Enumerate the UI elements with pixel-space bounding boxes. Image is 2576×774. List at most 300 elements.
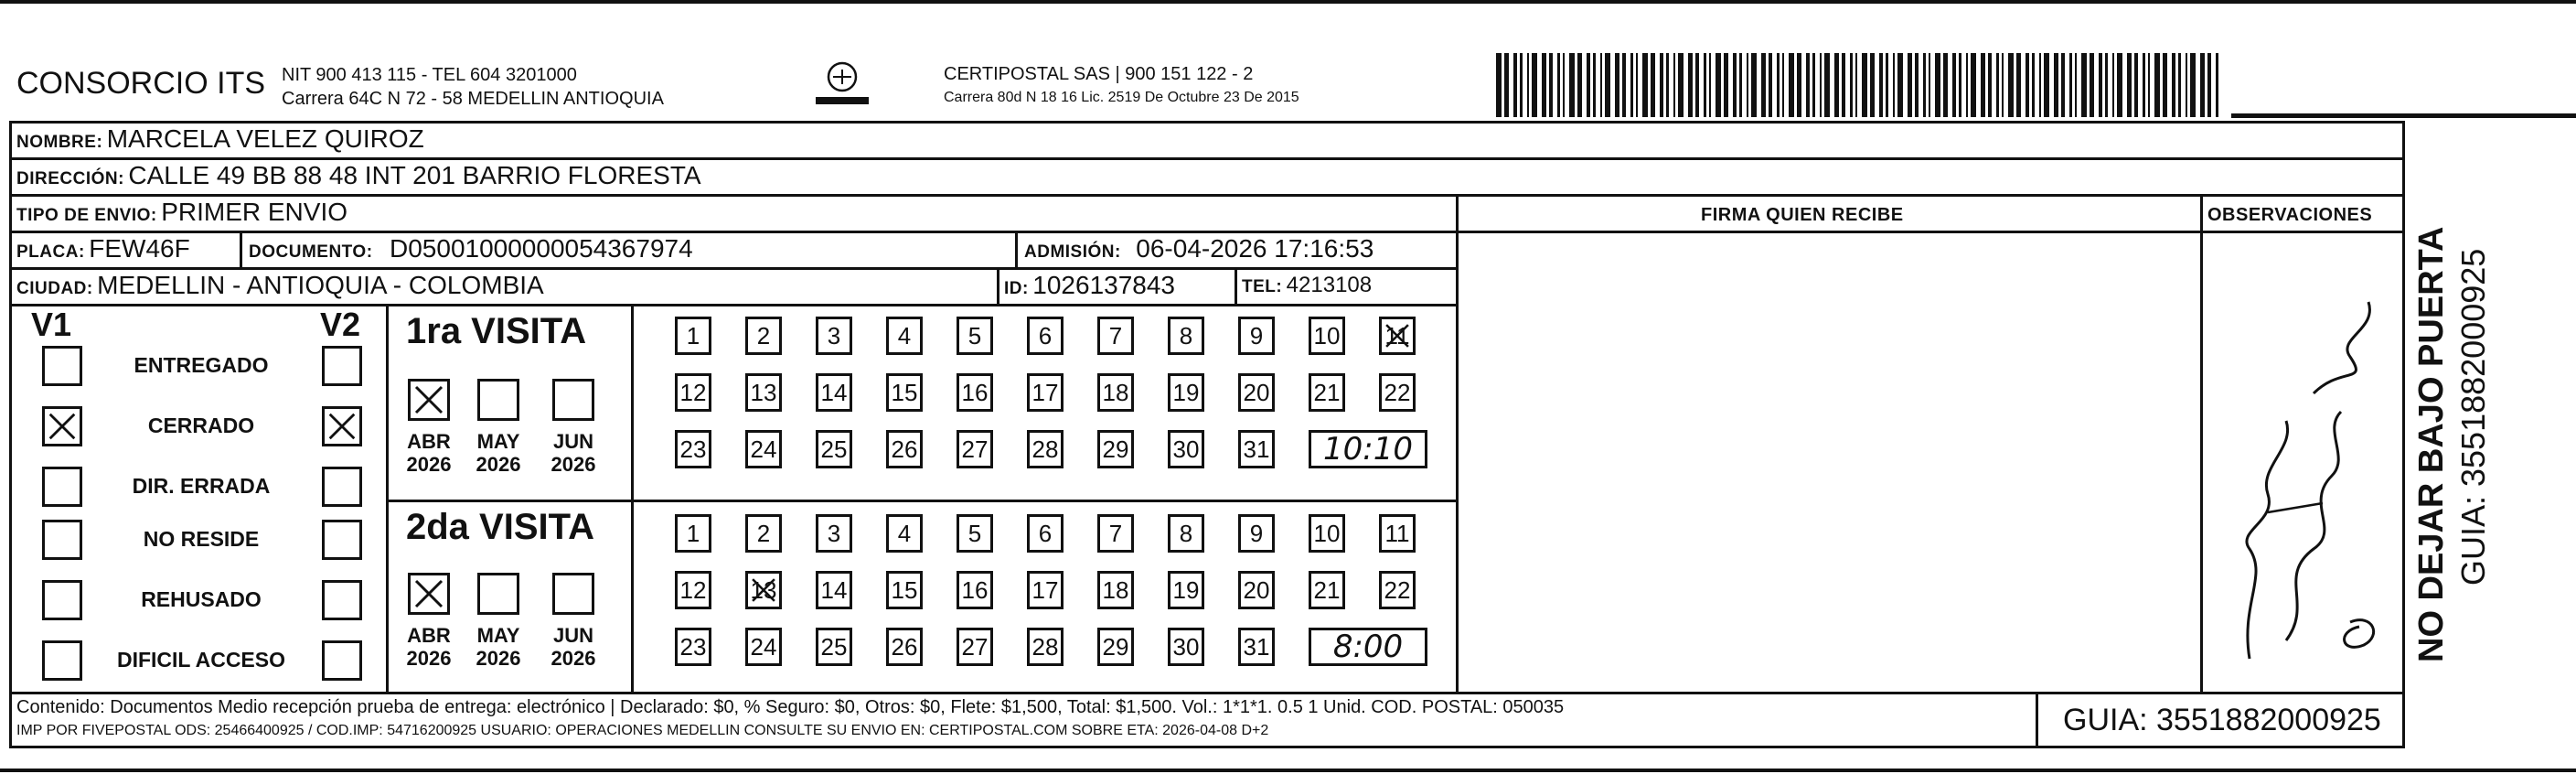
- day-box[interactable]: [1168, 628, 1204, 666]
- barcode-bar: [1622, 53, 1626, 117]
- visit2-title: 2da VISITA: [406, 507, 594, 547]
- state-v1-checkbox[interactable]: [42, 346, 82, 386]
- time-box[interactable]: [1309, 430, 1427, 468]
- barcode-bar: [2039, 53, 2041, 117]
- day-box[interactable]: [1238, 571, 1275, 609]
- rule-1: [9, 157, 2405, 160]
- day-box[interactable]: [745, 430, 782, 468]
- v1-label: V1: [31, 306, 72, 343]
- day-box[interactable]: [1097, 317, 1134, 355]
- form-frame: [9, 121, 2405, 748]
- day-number: 30: [1172, 633, 1200, 661]
- day-box[interactable]: [1238, 514, 1275, 553]
- divider-placa: [240, 231, 242, 269]
- day-number: 22: [1384, 379, 1411, 406]
- month-name: ABR: [407, 624, 451, 647]
- barcode-bar: [2032, 53, 2035, 117]
- day-number: 11: [1384, 322, 1410, 349]
- day-box[interactable]: [745, 373, 782, 412]
- month-name: JUN: [552, 624, 593, 647]
- documento-row: [249, 234, 693, 263]
- day-box[interactable]: [1168, 317, 1204, 355]
- day-box[interactable]: [1309, 317, 1345, 355]
- barcode-bar: [2026, 53, 2029, 117]
- id-label: ID:: [1004, 279, 1029, 298]
- barcode-bar: [1923, 53, 1926, 117]
- day-number: 3: [827, 322, 841, 349]
- state-v1-checkbox[interactable]: [42, 640, 82, 681]
- month-label: [466, 430, 530, 476]
- day-box[interactable]: [816, 430, 852, 468]
- day-number: 23: [679, 435, 707, 463]
- day-box[interactable]: [957, 514, 993, 553]
- month-checkbox[interactable]: [408, 573, 450, 615]
- month-label: [466, 624, 530, 670]
- barcode-bar: [1642, 53, 1648, 117]
- admision-row: [1024, 234, 1374, 263]
- day-box[interactable]: [886, 571, 923, 609]
- day-box[interactable]: [957, 571, 993, 609]
- barcode-bar: [1569, 53, 1575, 117]
- divider-firma: [1456, 194, 1459, 693]
- barcode-bar: [1782, 53, 1784, 117]
- barcode-bar: [1636, 53, 1638, 117]
- day-number: 4: [897, 322, 912, 349]
- day-number: 16: [961, 576, 989, 604]
- day-number: 30: [1172, 435, 1200, 463]
- barcode-bar: [1751, 53, 1757, 117]
- direccion-label: DIRECCIÓN:: [16, 169, 124, 188]
- divider-admision: [1015, 231, 1018, 269]
- day-box[interactable]: [745, 628, 782, 666]
- barcode-bar: [1789, 53, 1794, 117]
- day-number: 6: [1038, 322, 1053, 349]
- day-number: 12: [679, 576, 707, 604]
- divider-visits: [386, 500, 1456, 502]
- day-number: 6: [1038, 520, 1053, 547]
- month-name: MAY: [476, 624, 520, 647]
- barcode-bar: [2105, 53, 2108, 117]
- x-mark-icon: [748, 574, 779, 607]
- month-checkbox[interactable]: [552, 379, 594, 421]
- day-number: 13: [750, 576, 777, 604]
- divider-guia: [2036, 692, 2038, 748]
- state-v2-checkbox[interactable]: [322, 467, 362, 507]
- month-label: [397, 624, 461, 670]
- day-number: 7: [1108, 322, 1123, 349]
- day-box[interactable]: [745, 514, 782, 553]
- footer-line1: Contenido: Documentos Medio recepción prueba de entrega: electrónico | Declarado: $0, % Seguro: $0, Otros: $0, Flete: $1,500, Total: $1,500. Vol.: 1*1*1. 0.5 1 Unid. COD. POSTAL: 050035: [16, 697, 1565, 717]
- barcode-bar: [1834, 53, 1839, 117]
- barcode-bar: [2112, 53, 2114, 117]
- barcode-bar: [1695, 53, 1699, 117]
- barcode-bar: [2117, 53, 2122, 117]
- barcode-bar: [1747, 53, 1748, 117]
- barcode-bar: [1850, 53, 1853, 117]
- barcode-bar: [1587, 53, 1590, 117]
- barcode-bar: [1862, 53, 1867, 117]
- day-number: 27: [961, 435, 989, 463]
- day-number: 4: [897, 520, 912, 547]
- barcode-bar: [1777, 53, 1780, 117]
- day-number: 20: [1243, 576, 1270, 604]
- barcode-bar: [1666, 53, 1669, 117]
- month-name: JUN: [552, 430, 593, 453]
- barcode-bar: [1952, 53, 1956, 117]
- x-mark-icon: [45, 409, 80, 444]
- month-year: 2026: [550, 647, 596, 670]
- barcode-bar: [2069, 53, 2072, 117]
- day-number: 8: [1179, 322, 1193, 349]
- divider-states: [386, 304, 389, 693]
- day-number: 26: [891, 633, 918, 661]
- day-box[interactable]: [745, 317, 782, 355]
- divider-tel: [1235, 267, 1237, 306]
- barcode-bar: [1593, 53, 1596, 117]
- day-box[interactable]: [1309, 571, 1345, 609]
- day-number: 5: [967, 520, 982, 547]
- certipostal-logo: [810, 60, 874, 112]
- admision-value: 06-04-2026 17:16:53: [1136, 234, 1374, 263]
- barcode-bar: [2148, 53, 2150, 117]
- barcode-bar: [2061, 53, 2065, 117]
- barcode-bar: [1797, 53, 1801, 117]
- handwritten-time: 8:00: [1332, 629, 1404, 665]
- rule-3: [9, 231, 2405, 233]
- day-box[interactable]: [1168, 373, 1204, 412]
- divider-id: [997, 267, 999, 306]
- day-box[interactable]: [1097, 373, 1134, 412]
- barcode-bar: [1520, 53, 1523, 117]
- barcode-bar: [2127, 53, 2132, 117]
- day-box[interactable]: [1168, 514, 1204, 553]
- id-row: [1004, 271, 1175, 300]
- day-number: 9: [1249, 520, 1264, 547]
- placa-row: [16, 234, 190, 263]
- barcode-bar: [1981, 53, 1985, 117]
- day-number: 19: [1172, 576, 1200, 604]
- day-box[interactable]: [1097, 430, 1134, 468]
- day-number: 31: [1243, 435, 1270, 463]
- barcode-bar: [1935, 53, 1940, 117]
- day-box[interactable]: [1379, 317, 1416, 355]
- day-box[interactable]: [1168, 430, 1204, 468]
- barcode-bar: [1724, 53, 1728, 117]
- state-v1-checkbox[interactable]: [42, 467, 82, 507]
- barcode-bar: [1761, 53, 1766, 117]
- admision-label: ADMISIÓN:: [1024, 242, 1121, 262]
- state-v2-checkbox[interactable]: [322, 580, 362, 620]
- barcode-bar: [2134, 53, 2138, 117]
- day-box[interactable]: [1238, 373, 1275, 412]
- top-edge: [0, 0, 2576, 4]
- day-number: 14: [820, 379, 848, 406]
- barcode-bar: [2099, 53, 2102, 117]
- barcode-bar: [1915, 53, 1919, 117]
- day-box[interactable]: [816, 317, 852, 355]
- day-box[interactable]: [745, 571, 782, 609]
- barcode-bar: [1733, 53, 1737, 117]
- day-number: 17: [1031, 576, 1059, 604]
- day-number: 15: [891, 379, 918, 406]
- visit1-title: 1ra VISITA: [406, 311, 587, 351]
- state-v1-checkbox[interactable]: [42, 520, 82, 560]
- barcode-bar: [1673, 53, 1675, 117]
- barcode-bar: [1812, 53, 1815, 117]
- barcode-bar: [1527, 53, 1529, 117]
- day-number: 13: [750, 379, 777, 406]
- handwritten-signature: [2213, 274, 2396, 677]
- barcode-bar: [2008, 53, 2014, 117]
- tipo-label: TIPO DE ENVIO:: [16, 206, 157, 225]
- direccion-row: [16, 161, 701, 190]
- barcode-bar: [2054, 53, 2058, 117]
- barcode-bar: [1496, 53, 1502, 117]
- day-box[interactable]: [957, 430, 993, 468]
- day-number: 24: [750, 435, 777, 463]
- day-box[interactable]: [675, 317, 711, 355]
- day-box[interactable]: [1238, 430, 1275, 468]
- state-label: REHUSADO: [141, 587, 262, 611]
- barcode-bar: [1704, 53, 1706, 117]
- month-checkbox[interactable]: [408, 379, 450, 421]
- documento-label: DOCUMENTO:: [249, 242, 373, 262]
- x-mark-icon: [411, 382, 447, 418]
- barcode-bar: [1557, 53, 1560, 117]
- barcode-bar: [1943, 53, 1948, 117]
- day-number: 18: [1102, 576, 1129, 604]
- divider-obs: [2200, 194, 2203, 693]
- barcode-bar: [1651, 53, 1655, 117]
- day-number: 25: [820, 435, 848, 463]
- state-v1-checkbox[interactable]: [42, 406, 82, 446]
- barcode-bar: [1971, 53, 1976, 117]
- day-box[interactable]: [957, 628, 993, 666]
- barcode-bar: [1600, 53, 1602, 117]
- day-number: 21: [1313, 379, 1341, 406]
- divider-months: [631, 304, 634, 693]
- side-note-line1: NO DEJAR BAJO PUERTA: [2412, 226, 2451, 662]
- day-number: 9: [1249, 322, 1264, 349]
- time-box[interactable]: [1309, 628, 1427, 666]
- state-label: NO RESIDE: [143, 527, 260, 551]
- day-number: 25: [820, 633, 848, 661]
- header-rule: [2231, 113, 2576, 118]
- day-box[interactable]: [816, 571, 852, 609]
- x-mark-icon: [411, 575, 447, 612]
- day-number: 3: [827, 520, 841, 547]
- day-box[interactable]: [1379, 514, 1416, 553]
- day-box[interactable]: [1027, 373, 1064, 412]
- day-box[interactable]: [675, 571, 711, 609]
- day-number: 16: [961, 379, 989, 406]
- day-number: 24: [750, 633, 777, 661]
- day-number: 15: [891, 576, 918, 604]
- day-box[interactable]: [886, 628, 923, 666]
- day-number: 28: [1031, 633, 1059, 661]
- barcode-bar: [1504, 53, 1509, 117]
- rule-2: [9, 194, 2405, 197]
- day-box[interactable]: [1309, 514, 1345, 553]
- rule-footer: [9, 692, 2405, 694]
- footer-line2: IMP POR FIVEPOSTAL ODS: 25466400925 / COD.IMP: 54716200925 USUARIO: OPERACIONES MEDELLIN CONSULTE SU ENVIO EN: CERTIPOSTAL.COM SOBRE ETA: 2026-04-08 D+2: [16, 723, 1269, 738]
- day-box[interactable]: [1238, 317, 1275, 355]
- ciudad-row: [16, 271, 544, 300]
- day-box[interactable]: [957, 373, 993, 412]
- month-name: MAY: [476, 430, 520, 453]
- company-name: CONSORCIO ITS: [16, 66, 266, 101]
- barcode-bar: [1929, 53, 1930, 117]
- company-nit: NIT 900 413 115 - TEL 604 3201000: [282, 65, 577, 85]
- state-v2-checkbox[interactable]: [322, 640, 362, 681]
- day-box[interactable]: [1309, 373, 1345, 412]
- day-number: 1: [686, 322, 700, 349]
- footer-guia: GUIA: 3551882000925: [2063, 703, 2381, 737]
- day-box[interactable]: [675, 430, 711, 468]
- barcode-bar: [1678, 53, 1683, 117]
- day-box[interactable]: [1097, 628, 1134, 666]
- barcode-bar: [1716, 53, 1721, 117]
- day-box[interactable]: [1027, 628, 1064, 666]
- month-checkbox[interactable]: [552, 573, 594, 615]
- day-number: 19: [1172, 379, 1200, 406]
- day-box[interactable]: [886, 373, 923, 412]
- barcode-bar: [2172, 53, 2175, 117]
- day-box[interactable]: [1097, 514, 1134, 553]
- day-box[interactable]: [816, 514, 852, 553]
- barcode-bar: [1908, 53, 1912, 117]
- documento-value: D05001000000054367974: [390, 234, 693, 263]
- state-label: CERRADO: [147, 414, 255, 437]
- barcode-bar: [2081, 53, 2087, 117]
- state-v2-checkbox[interactable]: [322, 406, 362, 446]
- state-v2-checkbox[interactable]: [322, 520, 362, 560]
- month-year: 2026: [550, 453, 596, 476]
- barcode: [1496, 53, 2228, 117]
- day-box[interactable]: [675, 373, 711, 412]
- month-label: [541, 430, 605, 476]
- day-number: 14: [820, 576, 848, 604]
- barcode-bar: [1824, 53, 1830, 117]
- day-number: 17: [1031, 379, 1059, 406]
- day-number: 7: [1108, 520, 1123, 547]
- tel-value: 4213108: [1286, 273, 1373, 297]
- day-number: 1: [686, 520, 700, 547]
- ciudad-value: MEDELLIN - ANTIOQUIA - COLOMBIA: [97, 271, 544, 299]
- day-number: 22: [1384, 576, 1411, 604]
- day-box[interactable]: [957, 317, 993, 355]
- certipostal-line2: Carrera 80d N 18 16 Lic. 2519 De Octubre 23 De 2015: [944, 90, 1299, 105]
- barcode-bar: [1615, 53, 1619, 117]
- day-number: 10: [1313, 520, 1341, 547]
- day-box[interactable]: [1027, 317, 1064, 355]
- month-checkbox[interactable]: [477, 573, 519, 615]
- rule-4: [9, 267, 1458, 270]
- state-label: DIR. ERRADA: [132, 474, 271, 498]
- barcode-bar: [1577, 53, 1582, 117]
- day-box[interactable]: [1379, 373, 1416, 412]
- day-box[interactable]: [1097, 571, 1134, 609]
- day-box[interactable]: [816, 628, 852, 666]
- state-v1-checkbox[interactable]: [42, 580, 82, 620]
- barcode-bar: [1769, 53, 1772, 117]
- barcode-bar: [1549, 53, 1553, 117]
- day-number: 21: [1313, 576, 1341, 604]
- day-box[interactable]: [1027, 514, 1064, 553]
- barcode-bar: [1988, 53, 1992, 117]
- barcode-bar: [1897, 53, 1903, 117]
- barcode-bar: [1739, 53, 1742, 117]
- barcode-bar: [1513, 53, 1517, 117]
- day-box[interactable]: [1027, 430, 1064, 468]
- day-box[interactable]: [1238, 628, 1275, 666]
- day-box[interactable]: [1027, 571, 1064, 609]
- state-v2-checkbox[interactable]: [322, 346, 362, 386]
- barcode-bar: [2200, 53, 2205, 117]
- barcode-bar: [2044, 53, 2049, 117]
- barcode-bar: [1842, 53, 1845, 117]
- day-number: 18: [1102, 379, 1129, 406]
- barcode-bar: [1532, 53, 1537, 117]
- barcode-bar: [1709, 53, 1711, 117]
- x-mark-icon: [325, 409, 359, 444]
- day-number: 2: [756, 520, 771, 547]
- nombre-label: NOMBRE:: [16, 133, 103, 152]
- company-address: Carrera 64C N 72 - 58 MEDELLIN ANTIOQUIA: [282, 89, 664, 109]
- certipostal-line1: CERTIPOSTAL SAS | 900 151 122 - 2: [944, 64, 1254, 84]
- day-number: 2: [756, 322, 771, 349]
- barcode-bar: [1870, 53, 1875, 117]
- month-year: 2026: [476, 453, 521, 476]
- barcode-bar: [1959, 53, 1961, 117]
- day-box[interactable]: [886, 430, 923, 468]
- day-number: 20: [1243, 379, 1270, 406]
- day-number: 12: [679, 379, 707, 406]
- nombre-row: [16, 124, 424, 154]
- day-number: 26: [891, 435, 918, 463]
- id-value: 1026137843: [1032, 271, 1176, 299]
- month-label: [541, 624, 605, 670]
- day-box[interactable]: [816, 373, 852, 412]
- month-label: [397, 430, 461, 476]
- day-box[interactable]: [1379, 571, 1416, 609]
- v2-label: V2: [320, 306, 361, 343]
- day-number: 8: [1179, 520, 1193, 547]
- day-box[interactable]: [675, 628, 711, 666]
- bottom-edge: [0, 769, 2576, 772]
- x-mark-icon: [1382, 319, 1413, 352]
- firma-header: FIRMA QUIEN RECIBE: [1701, 205, 1904, 225]
- barcode-bar: [2186, 53, 2187, 117]
- day-number: 10: [1313, 322, 1341, 349]
- barcode-bar: [1630, 53, 1633, 117]
- month-name: ABR: [407, 430, 451, 453]
- barcode-bar: [1542, 53, 1546, 117]
- day-box[interactable]: [886, 317, 923, 355]
- day-box[interactable]: [675, 514, 711, 553]
- barcode-bar: [1893, 53, 1895, 117]
- barcode-bar: [1996, 53, 1999, 117]
- day-number: 29: [1102, 435, 1129, 463]
- day-box[interactable]: [886, 514, 923, 553]
- nombre-value: MARCELA VELEZ QUIROZ: [106, 124, 424, 153]
- month-year: 2026: [476, 647, 521, 670]
- barcode-bar: [1605, 53, 1610, 117]
- month-checkbox[interactable]: [477, 379, 519, 421]
- day-box[interactable]: [1168, 571, 1204, 609]
- barcode-bar: [2216, 53, 2218, 117]
- tipo-value: PRIMER ENVIO: [161, 198, 348, 226]
